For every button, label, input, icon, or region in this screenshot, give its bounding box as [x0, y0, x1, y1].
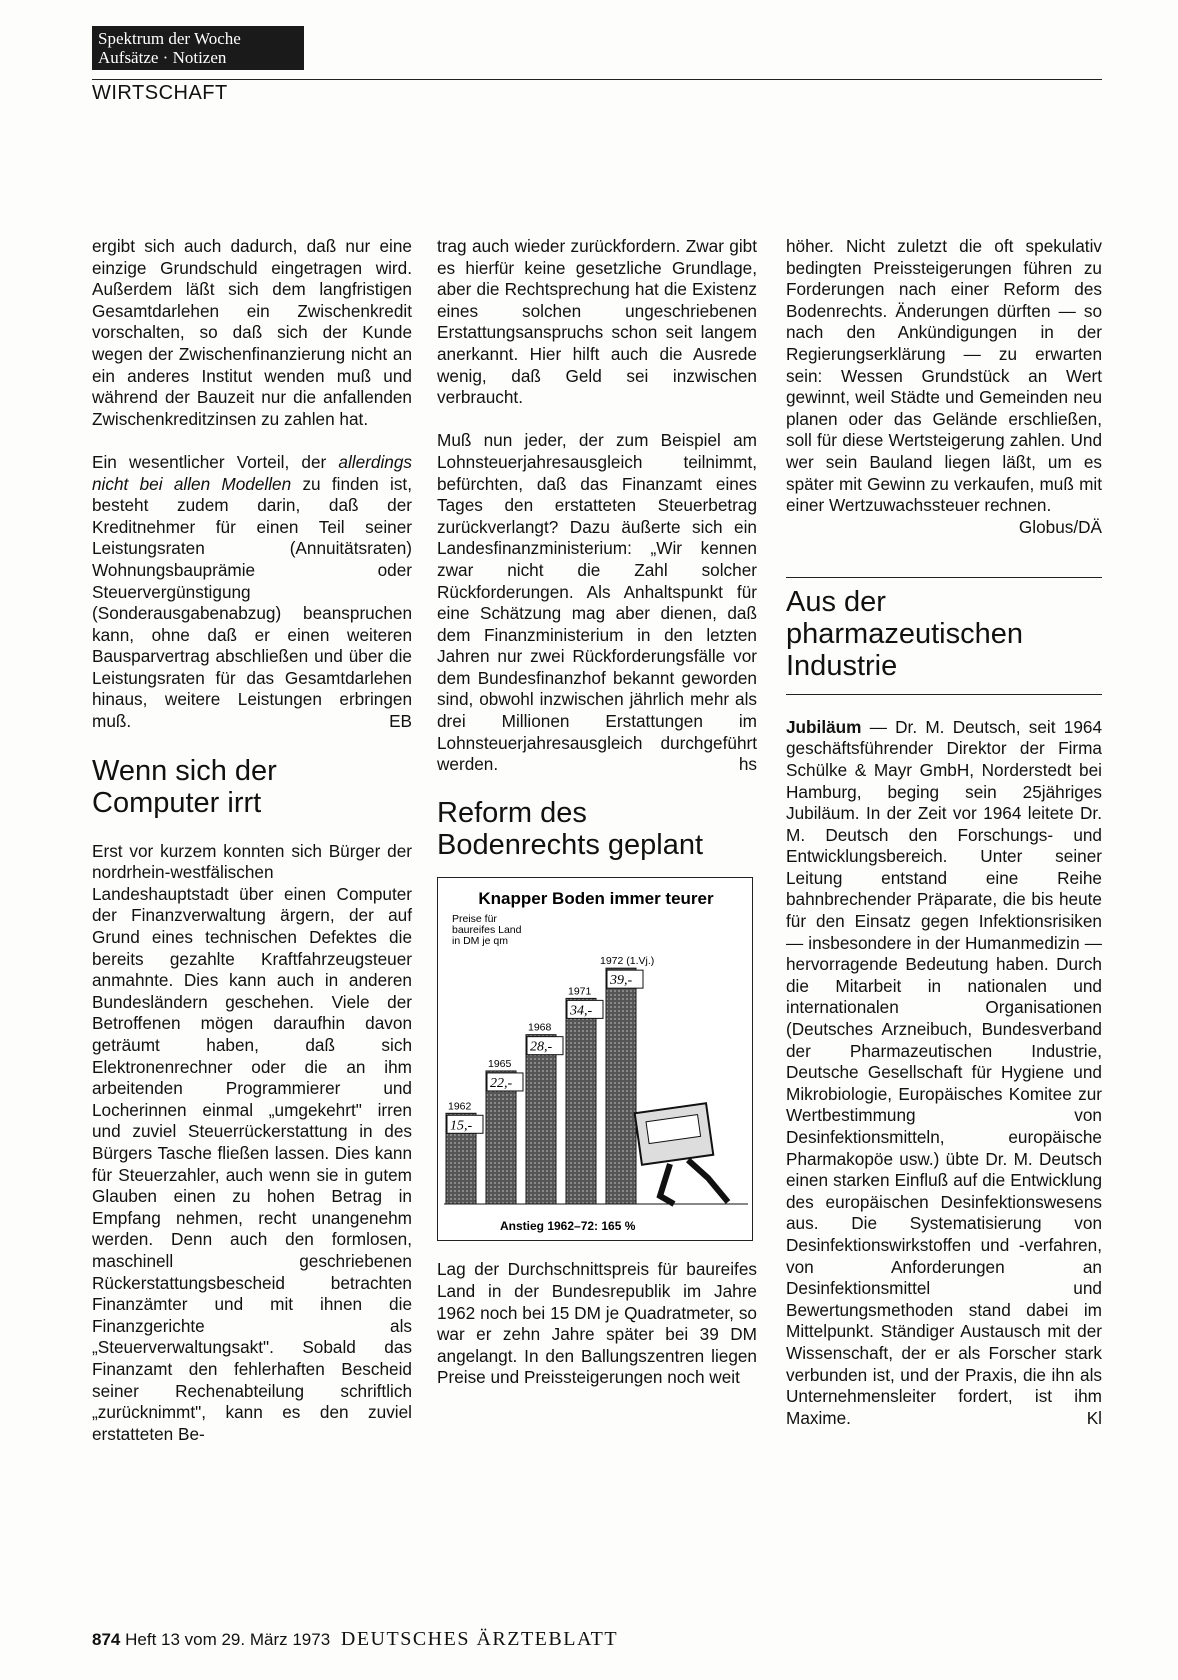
paragraph: ergibt sich auch dadurch, daß nur eine einzige Grundschuld eingetragen wird. Außerdem läßt sich dem langfristigen Gesamtdarlehen ein Zwischenkredit vorschalten, so daß sich der Kunde wegen der Zwischenfinanzierung nicht an ein anderes Institut wenden muß und während der Bauzeit nur die anfallenden Zwischenkreditzinsen zu zahlen hat.: [92, 236, 412, 429]
paragraph: Ein wesentlicher Vorteil, der allerdings nicht bei allen Modellen zu finden ist, besteht zudem darin, daß der Kreditnehmer für einen Teil seiner Leistungsraten (Annuitätsraten) Wohnungsbauprämie oder Steuervergünstigung (Sonderausgabenabzug) beanspruchen kann, ohne daß er einen weiteren Bausparvertrag abschließen und über die Leistungsraten für das Gesamtdarlehen hinaus, weitere Leistungen erbringen muß. EB: [92, 451, 412, 732]
paragraph: Jubiläum — Dr. M. Deutsch, seit 1964 geschäftsführender Direktor der Firma Schülke & Mayr GmbH, Norderstedt bei Hamburg, beging sein 25jähriges Jubiläum. In der Zeit vor 1964 leitete Dr. M. Deutsch den Forschungs- und Entwicklungsbereich. Unter seiner Leitung entstand eine Reihe bahnbrechender Präparate, die bis heute für den Einsatz gegen Infektionsrisiken — insbesondere in der Humanmedizin — hervorragende Bedeutung haben. Durch die Mitarbeit in nationalen und internationalen Organisationen (Deutsches Arzneibuch, Bundesverband der Pharmazeutischen Industrie, Deutsche Gesellschaft für Hygiene und Mikrobiologie, Europäisches Komitee zur Wertbestimmung von Desinfektionsmitteln, europäische Pharmakopöe usw.) übte Dr. M. Deutsch einen starken Einfluß auf die Entwicklung des europäischen Desinfektionswesens aus. Die Systematisierung von Desinfektionswirkstoffen und -verfahren, von Anforderungen an Desinfektionsmittel und Bewertungsmethoden stand dabei im Mittelpunkt. Ständiger Austausch mit der Wissenschaft, der er als Forscher stark verbunden ist, und der Praxis, die ihn als Unternehmensleiter fordert, ist ihm Maxime. Kl: [786, 716, 1102, 1428]
author-signature: hs: [738, 754, 757, 775]
chart-bar: [566, 999, 596, 1205]
author-signature: Kl: [1086, 1407, 1102, 1428]
chart-category-label: 1972 (1.Vj.): [600, 955, 655, 968]
chart-category-label: 1962: [448, 1100, 472, 1113]
section-label: WIRTSCHAFT: [92, 82, 228, 104]
column-1: [92, 236, 412, 1467]
chart-value-label: 39,-: [610, 973, 633, 989]
paragraph: Muß nun jeder, der zum Beispiel am Lohnsteuerjahresausgleich teilnimmt, befürchten, daß das Finanzamt eines Tages den erstatteten Steuerbetrag zurückverlangt? Dazu äußerte sich ein Landesfinanzministerium: „Wir kennen zwar nicht die Zahl solcher Rückforderungen. Als Anhaltspunkt für eine Schätzung mag aber dienen, daß dem Finanzministerium in den letzten Jahren nur zwei Rückforderungsfälle vor dem Bundesfinanzhof bekannt geworden sind, obwohl inzwischen jährlich mehr als drei Millionen Erstattungen im Lohnsteuerjahresausgleich durchgeführt werden. hs: [437, 430, 757, 775]
issue-info: Heft 13 vom 29. März 1973: [125, 1630, 331, 1649]
journal-name: DEUTSCHES ÄRZTEBLATT: [340, 1628, 619, 1650]
headline-rule-top: [786, 577, 1102, 578]
rubric-box: [92, 26, 304, 70]
article-headline: Aus der pharmazeutischen Industrie: [786, 585, 1023, 682]
chart-category-label: 1971: [568, 985, 592, 998]
article-headline: Reform des Bodenrechts geplant: [437, 797, 704, 862]
column-3: [786, 236, 1102, 1451]
paragraph: höher. Nicht zuletzt die oft spekulativ bedingten Preissteigerungen führen zu Forderungen nach einer Reform des Bodenrechts. Änderungen dürften — so nach den Ankündigungen in der Regierungserklärung — zu erwarten sein: Wessen Grundstück an Wert gewinnt, weil Städte und Gemeinden neu planen oder das Gelände erschließen, soll für diese Wertsteigerung zahlen. Und wer sein Bauland liegen läßt, um es später mit Gewinn zu verkaufen, muß mit einer Wertzuwachssteuer rechnen. Globus/DÄ: [786, 236, 1102, 537]
kicker: Jubiläum: [786, 716, 862, 737]
land-price-chart: [437, 877, 753, 1241]
chart-ylabel-line: Preise für: [452, 913, 497, 926]
chart-ylabel-line: baureifes Land: [452, 924, 522, 937]
column-2: [437, 236, 757, 1411]
rubric-line-1: Spektrum der Woche: [98, 29, 241, 48]
chart-value-label: 15,-: [450, 1118, 473, 1134]
page-number: 874: [92, 1630, 121, 1649]
rubric-line-2: Aufsätze · Notizen: [98, 48, 227, 67]
chart-category-label: 1968: [528, 1022, 552, 1035]
chart-value-label: 28,-: [530, 1040, 553, 1056]
paragraph: trag auch wieder zurückfordern. Zwar gibt es hierfür keine gesetzliche Grundlage, aber die Rechtsprechung hat die Existenz eines solchen ungeschriebenen Erstattungsanspruchs schon seit langem anerkannt. Hier hilft auch die Ausrede wenig, daß Geld sei inzwischen verbraucht.: [437, 236, 757, 408]
figure-legs: [660, 1160, 728, 1204]
paragraph: Lag der Durchschnittspreis für baureifes Land in der Bundesrepublik im Jahre 1962 noch bei 15 DM je Quadratmeter, so war er zehn Jahre später bei 39 DM angelangt. In den Ballungszentren liegen Preise und Preissteigerungen noch weit: [437, 1259, 757, 1388]
chart-title: Knapper Boden immer teurer: [478, 889, 714, 909]
source-signature: Globus/DÄ: [1018, 516, 1102, 537]
chart-bar: [526, 1035, 556, 1204]
chart-svg: [438, 878, 754, 1242]
headline-rule-bottom: [786, 694, 1102, 695]
top-rule: [92, 79, 1102, 80]
chart-value-label: 22,-: [490, 1076, 513, 1092]
page-footer: [92, 1628, 618, 1651]
paragraph: Erst vor kurzem konnten sich Bürger der nordrhein-westfälischen Landeshauptstadt über einen Computer der Finanzverwaltung ärgern, der auf Grund eines technischen Defektes die bereits gezahlte Kraftfahrzeugsteuer anmahnte. Dies kann auch in anderen Bundesländern geschehen. Viele der Betroffenen mögen daraufhin davon geträumt haben, daß sich Elektronenrechner oder die an ihm arbeitenden Programmierer und Locherinnen einmal „umgekehrt" irren und zuviel Steuerrückerstattung in des Bürgers Tasche fließen lassen. Dies kann für Steuerzahler, auch wenn sie in gutem Glauben einen zu hohen Betrag in Empfang nehmen, recht unangenehm werden. Denn auch den formlosen, maschinell geschriebenen Rückerstattungsbescheid betrachten Finanzämter und mit ihnen die Finanzgerichte als „Steuerverwaltungsakt". Sobald das Finanzamt den fehlerhaften Bescheid seiner Rechenabteilung schriftlich „zurücknimmt", kann es den zuviel erstatteten Be-: [92, 840, 412, 1444]
author-signature: EB: [389, 711, 412, 732]
chart-value-label: 34,-: [570, 1003, 593, 1019]
emphasis: allerdings nicht bei allen Modellen: [92, 451, 412, 494]
chart-annotation: Anstieg 1962–72: 165 %: [500, 1219, 636, 1234]
chart-category-label: 1965: [488, 1058, 512, 1071]
chart-bar: [606, 969, 636, 1205]
article-headline: Wenn sich der Computer irrt: [92, 754, 277, 819]
chart-ylabel-line: in DM je qm: [452, 935, 509, 948]
